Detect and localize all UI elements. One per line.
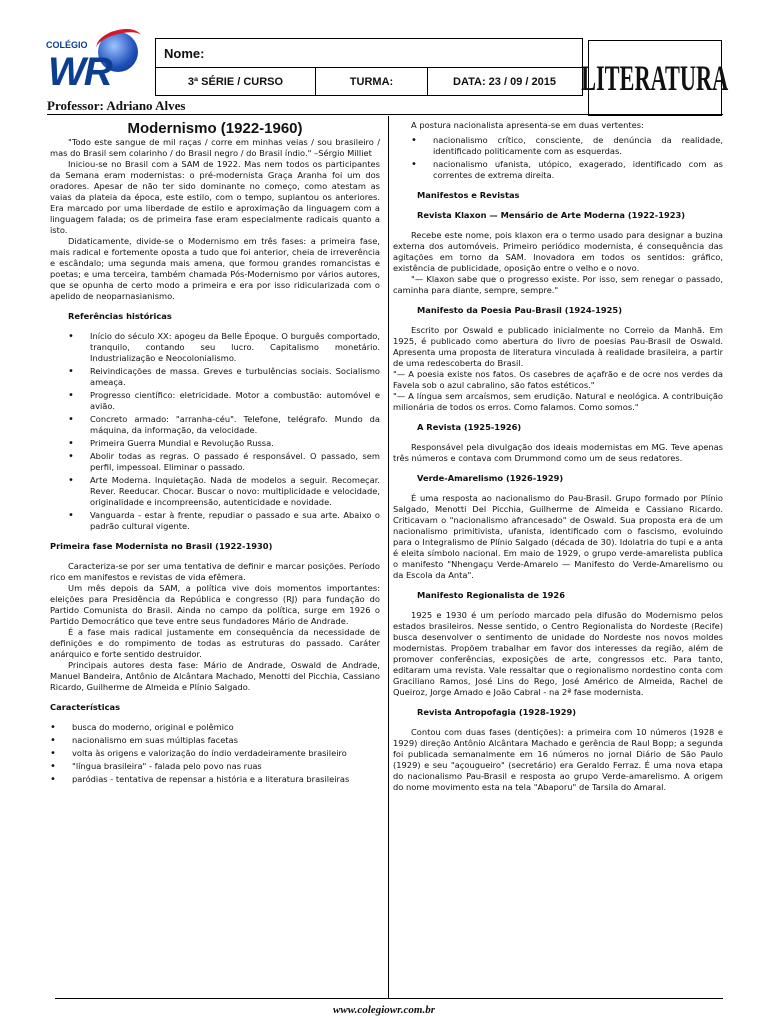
section-heading: Manifesto Regionalista de 1926 xyxy=(417,590,565,600)
section-heading: Primeira fase Modernista no Brasil (1922-1930) xyxy=(50,541,273,551)
list-item: • Reivindicações de massa. Greves e turbulências sociais. Socialismo ameaça. xyxy=(68,366,380,388)
name-label: Nome: xyxy=(164,45,205,61)
header-form xyxy=(155,38,583,96)
serie-field: 3ª SÉRIE / CURSO xyxy=(156,68,316,95)
name-field[interactable] xyxy=(216,39,576,67)
paragraph: A postura nacionalista apresenta-se em duas vertentes: xyxy=(411,120,644,130)
right-column xyxy=(393,120,723,793)
footer-url[interactable]: www.colegiowr.com.br xyxy=(333,1004,435,1016)
list-item: • nacionalismo em suas múltiplas facetas xyxy=(50,735,380,746)
paragraph: É a fase mais radical justamente em consequência da necessidade de definições e do rompimento de todas as estruturas do passado. Caráter anárquico e forte sentido destruidor. xyxy=(50,627,380,659)
date-field: DATA: 23 / 09 / 2015 xyxy=(453,75,556,88)
intro-quote: "Todo este sangue de mil raças / corre em minhas veias / sou brasileiro / mas do Brasil sem colarinho / do Brasil negro / do Brasil índio." –Sérgio Milliet xyxy=(50,137,380,158)
list-item: • nacionalismo crítico, consciente, de denúncia da realidade, identificado politicamente com as esquerdas. xyxy=(411,135,723,157)
quote: "— Klaxon sabe que o progresso existe. Por isso, sem renegar o passado, caminha para diante, sempre, sempre." xyxy=(393,274,723,295)
logo-colegio: COLÉGIO xyxy=(46,40,88,50)
quote: "— A poesia existe nos fatos. Os casebres de açafrão e de ocre nos verdes da Favela sob o azul cabralino, são fatos estéticos." xyxy=(393,369,723,390)
list-item: • Arte Moderna. Inquietação. Nada de modelos a seguir. Recomeçar. Rever. Reeducar. Chocar. Buscar o novo: multiplicidade e velocidade, originalidade e incompreensão, autenticidade e novidade. xyxy=(68,475,380,508)
school-logo xyxy=(38,30,158,98)
subject-box xyxy=(581,40,729,116)
list-item: • "língua brasileira" - falada pelo povo nas ruas xyxy=(50,761,380,772)
paragraph: Recebe este nome, pois klaxon era o termo usado para designar a buzina externa dos automóveis. Primeiro periódico modernista, é consequência das agitações em torno da SAM. Inovadora em todos os sentidos: gráfico, existência de publicidade, oposição entre o velho e o novo. xyxy=(393,230,723,273)
paragraph: Principais autores desta fase: Mário de Andrade, Oswald de Andrade, Manuel Bandeira, Antônio de Alcântara Machado, Menotti del Picchia, Cassiano Ricardo, Guilherme de Almeida e Plínio Salgado. xyxy=(50,660,380,692)
paragraph: Caracteriza-se por ser uma tentativa de definir e marcar posições. Período rico em manifestos e revistas de vida efêmera. xyxy=(50,561,380,582)
list-item: • busca do moderno, original e polêmico xyxy=(50,722,380,733)
list-item: • paródias - tentativa de repensar a história e a literatura brasileiras xyxy=(50,774,380,785)
turma-field: TURMA: xyxy=(316,68,428,95)
paragraph: 1925 e 1930 é um período marcado pela difusão do Modernismo pelos estados brasileiros. Nesse sentido, o Centro Regionalista do Nordeste (Recife) busca desenvolver o sentimento de unidade do Nordeste nos novos moldes modernistas. Propõem trabalhar em favor dos interesses da região, além de promover conferências, exposições de arte, congressos etc. Para tanto, editaram uma revista. Vale ressaltar que o regionalismo nordestino conta com Graciliano Ramos, José Lins do Rego, José Américo de Almeida, Rachel de Queiroz, Jorge Amado e João Cabral - na 2ª fase modernista. xyxy=(393,610,723,697)
section-heading: Características xyxy=(50,702,121,712)
vertentes-list xyxy=(393,135,723,181)
intro-paragraph: Iniciou-se no Brasil com a SAM de 1922. Mas nem todos os participantes da Semana eram modernistas: o pré-modernista Graça Aranha foi um dos oradores. Apesar de não ter sido dominante no começo, como atestam as vaias da plateia da época, este estilo, com o tempo, suplantou os anteriores. Era marcado por uma liberdade de estilo e aproximação da linguagem com a linguagem falada; os de primeira fase eram especialmente radicais quanto a isto. xyxy=(50,159,380,235)
references-list xyxy=(50,331,380,532)
subject-title: LITERATURA xyxy=(581,58,729,98)
paragraph: Escrito por Oswald e publicado inicialmente no Correio da Manhã. Em 1925, é publicado como abertura do livro de poesias Pau-Brasil de Oswald. Apresenta uma proposta de literatura vinculada à realidade brasileira, a partir de uma redescoberta do Brasil. xyxy=(393,325,723,368)
paragraph: É uma resposta ao nacionalismo do Pau-Brasil. Grupo formado por Plínio Salgado, Menotti Del Picchia, Guilherme de Almeida e Cassiano Ricardo. Criticavam o "nacionalismo afrancesado" de Oswald. Sua proposta era de um nacionalismo primitivista, ufanista, identificado com o fascismo, evoluindo para o Integralismo de Plínio Salgado (década de 30). Idolatria do tupi e a anta é eleita símbolo nacional. Em maio de 1929, o grupo verde-amarelista publica o manifesto "Nhengaçu Verde-Amarelo — Manifesto do Verde-Amarelismo ou da Escola da Anta". xyxy=(393,493,723,580)
quote: "— A língua sem arcaísmos, sem erudição. Natural e neológica. A contribuição milionária de todos os erros. Como falamos. Como somos." xyxy=(393,391,723,412)
list-item: • Início do século XX: apogeu da Belle Époque. O burguês comportado, tranquilo, contando seu lucro. Capitalismo monetário. Industrialização e Neocolonialismo. xyxy=(68,331,380,364)
list-item: • Vanguarda - estar à frente, repudiar o passado e sua arte. Abaixo o padrão cultural vigente. xyxy=(68,510,380,532)
section-heading: Revista Klaxon — Mensário de Arte Moderna (1922-1923) xyxy=(417,210,686,220)
paragraph: Contou com duas fases (dentições): a primeira com 10 números (1928 e 1929) direção Antônio Alcântara Machado e gerência de Raul Bopp; a segunda foi publicada semanalmente em 16 números no jornal Diário de São Paulo (1929) e seu "açougueiro" (secretário) era Geraldo Ferraz. É uma nova etapa do nacionalismo Pau-Brasil e resposta ao grupo Verde-amarelismo. A origem do nome movimento esta na tela "Abaporu" de Tarsila do Amaral. xyxy=(393,727,723,792)
column-divider xyxy=(388,116,389,998)
list-item: • volta às origens e valorização do índio verdadeiramente brasileiro xyxy=(50,748,380,759)
header xyxy=(0,0,768,120)
section-heading: Manifesto da Poesia Pau-Brasil (1924-1925) xyxy=(417,305,622,315)
left-column xyxy=(50,120,380,787)
list-item: • Progresso científico: eletricidade. Motor a combustão: automóvel e avião. xyxy=(68,390,380,412)
page-title: Modernismo (1922-1960) xyxy=(127,120,303,137)
header-row-info xyxy=(156,68,582,95)
header-row-name xyxy=(156,39,582,68)
section-heading: A Revista (1925-1926) xyxy=(417,422,522,432)
list-item: • Primeira Guerra Mundial e Revolução Russa. xyxy=(68,438,380,449)
professor-name: Professor: Adriano Alves xyxy=(47,98,186,113)
list-item: • nacionalismo ufanista, utópico, exagerado, identificado com as correntes de extrema direita. xyxy=(411,159,723,181)
paragraph: Responsável pela divulgação dos ideais modernistas em MG. Teve apenas três números e contava com Drummond como um de seus redatores. xyxy=(393,442,723,463)
footer-divider xyxy=(55,998,723,999)
characteristics-list xyxy=(50,722,380,785)
header-divider xyxy=(47,114,723,115)
list-item: • Abolir todas as regras. O passado é responsável. O passado, sem perfil, impessoal. Eliminar o passado. xyxy=(68,451,380,473)
intro-paragraph: Didaticamente, divide-se o Modernismo em três fases: a primeira fase, mais radical e fortemente oposta a tudo que foi anterior, cheia de irreverência e escândalo; uma segunda mais amena, que formou grandes romancistas e poetas; e uma terceira, também chamada Pós-Modernismo por vários autores, que se opunha de certo modo a primeira e era por isso ridicularizada com o apelido de neoparnasianismo. xyxy=(50,236,380,301)
list-item: • Concreto armado: "arranha-céu". Telefone, telégrafo. Mundo da máquina, da informação, da velocidade. xyxy=(68,414,380,436)
logo-wr: WR xyxy=(48,50,111,94)
section-heading: Verde-Amarelismo (1926-1929) xyxy=(417,473,564,483)
section-heading: Manifestos e Revistas xyxy=(417,190,520,200)
paragraph: Um mês depois da SAM, a política vive dois momentos importantes: eleições para Presidência da República e congresso (RJ) para fundação do Partido Comunista do Brasil. Ainda no campo da política, surge em 1926 o Partido Democrático que teve entre seus fundadores Mário de Andrade. xyxy=(50,583,380,626)
section-heading: Revista Antropofagia (1928-1929) xyxy=(417,707,577,717)
section-heading: Referências históricas xyxy=(68,311,172,321)
